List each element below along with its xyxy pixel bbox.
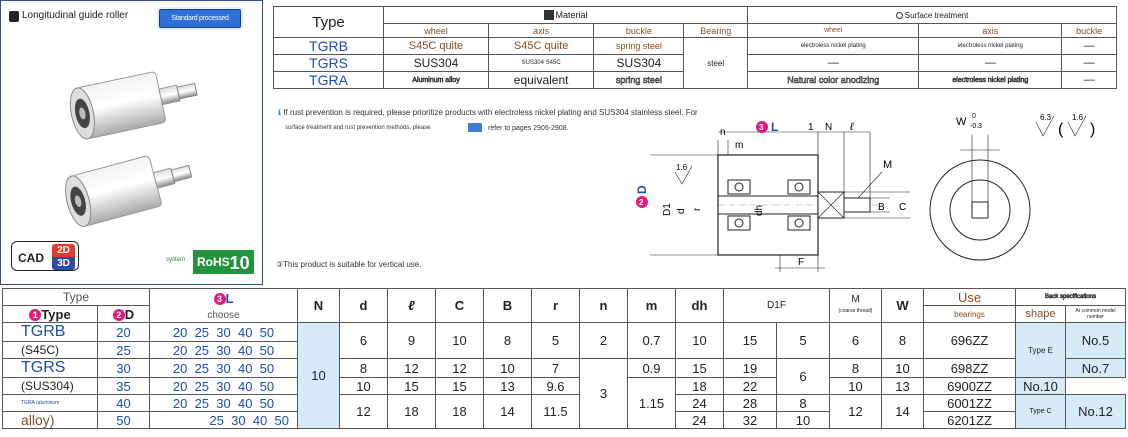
col-B: B — [484, 289, 532, 323]
type-group-header: Type — [3, 289, 150, 306]
bearing-top-left — [728, 180, 750, 194]
m-thread-group-3: 10 — [830, 378, 882, 395]
surf-buckle: — — [1062, 55, 1117, 72]
mat-wheel: Aluminum alloy — [384, 72, 489, 89]
dim-m-label: m — [735, 140, 744, 151]
l-group-4: 18 — [388, 395, 436, 429]
l-group-1: 9 — [388, 323, 436, 359]
type-label: (SUS304) — [3, 378, 98, 395]
mat-col-axis: axis — [488, 24, 593, 38]
system-label: system — [166, 257, 186, 263]
spec-row-20 — [3, 323, 1126, 342]
roughness-2-label: 6.3 — [1040, 113, 1052, 122]
m-thread-group-2: 8 — [830, 359, 882, 378]
dim-w-tol-bottom: -0.3 — [970, 123, 983, 130]
l-values: 25 30 40 50 — [150, 412, 298, 429]
surf-axis: electroless nickel plating — [919, 38, 1062, 55]
d1-group-5: 32 — [724, 412, 777, 429]
r-group-4: 11.5 — [532, 395, 580, 429]
dim-w-label: W — [956, 116, 967, 128]
dim-l-label: L — [771, 120, 779, 134]
material-icon — [544, 10, 554, 20]
surf-axis: — — [919, 55, 1062, 72]
rohs-badge — [193, 250, 254, 274]
surf-wheel: Natural color anodizing — [748, 72, 919, 89]
mat-buckle: spring steel — [594, 38, 684, 55]
l-values: 20 25 30 40 50 — [150, 395, 298, 412]
mat-col-buckle: buckle — [594, 24, 684, 38]
bearing-bottom-left — [728, 216, 750, 230]
m-group-3: 1.15 — [628, 378, 676, 429]
c-group-4: 18 — [436, 395, 484, 429]
dim-1-label: 1 — [808, 122, 814, 133]
surf-axis: electroless nickel plating — [919, 72, 1062, 89]
dh-group-2: 15 — [676, 359, 724, 378]
bearing-group-1: 696ZZ — [924, 323, 1016, 359]
shape-type-e: Type E — [1016, 323, 1066, 378]
dim-d-label: D — [635, 185, 649, 194]
l-group-3: 15 — [388, 378, 436, 395]
d-group-4: 12 — [340, 395, 388, 429]
w-group-2: 10 — [882, 359, 924, 378]
rohs-number: 10 — [229, 252, 250, 273]
paren-right: ) — [1090, 121, 1096, 138]
w-group-3: 13 — [882, 378, 924, 395]
n-group-1: 2 — [580, 323, 628, 359]
shaft-thread — [844, 198, 870, 212]
d-value: 35 — [98, 378, 150, 395]
col-N: N — [298, 289, 340, 323]
spec-row-35 — [3, 378, 1126, 395]
mat-col-bearing: Bearing — [684, 24, 748, 38]
d1-group-3: 22 — [724, 378, 777, 395]
reference-icon[interactable] — [468, 123, 482, 132]
mat-bearing: steel — [684, 38, 748, 89]
d-value: 40 — [98, 395, 150, 412]
shape-subheader: shape — [1016, 306, 1066, 323]
dim-ell-label: ℓ — [850, 121, 854, 133]
n-value: 10 — [298, 323, 340, 429]
spec-row-30 — [3, 359, 1126, 378]
tag-icon — [9, 11, 19, 22]
technical-drawing — [620, 110, 1125, 280]
b-group-1: 8 — [484, 323, 532, 359]
material-header: Material — [384, 7, 748, 24]
surf-col-buckle: buckle — [1062, 24, 1117, 38]
surface-header: Surface treatment — [748, 7, 1117, 24]
d1-group-4: 28 — [724, 395, 777, 412]
d-value: 30 — [98, 359, 150, 378]
product-title: Longitudinal guide roller — [22, 10, 129, 21]
rust-note: ℹ︎ If rust prevention is required, please prioritize products with electroless nickel plating and SUS304 stainless steel. For — [278, 108, 698, 117]
col-m: m — [628, 289, 676, 323]
col-d: d — [340, 289, 388, 323]
bearing-group-2: 698ZZ — [924, 359, 1016, 378]
f-group-4: 10 — [777, 412, 830, 429]
dim-f-label: F — [798, 257, 805, 268]
type-name: TGRB — [274, 38, 384, 55]
d-col-header: 2 D — [98, 306, 150, 323]
dim-b-label: B — [878, 202, 885, 213]
b-group-3: 13 — [484, 378, 532, 395]
shape-type-c: Type C — [1016, 395, 1066, 429]
bearing-group-3: 6900ZZ — [924, 378, 1016, 395]
dh-group-1: 10 — [676, 323, 724, 359]
f-group-1: 5 — [777, 323, 830, 359]
type-material-table — [273, 6, 1117, 89]
cad-2d-label[interactable]: 2D — [52, 244, 75, 257]
d-value: 20 — [98, 323, 150, 342]
type-label: TGRA (aluminum — [3, 395, 98, 412]
back-spec-header: Back specifications — [1016, 289, 1126, 306]
spec-no-10: No.10 — [1016, 378, 1066, 395]
col-M: M (coarse thread) — [830, 289, 882, 323]
mat-wheel: S45C quite — [384, 38, 489, 55]
dim-c-label: C — [899, 202, 907, 213]
dim-r-label: r — [692, 207, 703, 211]
type-col-header: 1 Type — [3, 306, 98, 323]
type-header: Type — [274, 7, 384, 38]
c-group-1: 10 — [436, 323, 484, 359]
dh-group-3: 18 — [676, 378, 724, 395]
l-values: 20 25 30 40 50 — [150, 323, 298, 342]
surf-buckle: — — [1062, 38, 1117, 55]
dim-small-d-label: d — [676, 208, 687, 214]
roller-image-bottom — [56, 141, 206, 231]
spec-no-7: No.7 — [1066, 359, 1126, 378]
col-dh: dh — [676, 289, 724, 323]
dim-l-number: 3 — [759, 123, 764, 132]
product-panel — [0, 0, 263, 285]
type-row-tgrb — [274, 38, 1117, 55]
c-group-3: 15 — [436, 378, 484, 395]
dh-group-4: 24 — [676, 395, 724, 412]
dim-m-thread-label: M — [883, 159, 893, 171]
mat-axis: SUS304 S45C — [488, 55, 593, 72]
end-view-inner — [950, 180, 1010, 240]
cad-3d-label[interactable]: 3D — [52, 257, 75, 270]
mat-axis: S45C quite — [488, 38, 593, 55]
r-group-3: 9.6 — [532, 378, 580, 395]
type-label: TGRS — [3, 359, 98, 378]
d-group-1: 6 — [340, 323, 388, 359]
treatment-note: surface treatment and rust prevention methods, please — [285, 125, 431, 131]
mat-axis: equivalent — [488, 72, 593, 89]
l-group-2: 12 — [388, 359, 436, 378]
type-label: TGRB — [3, 323, 98, 342]
b-group-2: 10 — [484, 359, 532, 378]
bearings-subheader: bearings — [924, 306, 1016, 323]
mat-buckle: SUS304 — [594, 55, 684, 72]
cad-badge[interactable] — [11, 241, 79, 271]
surface-icon — [896, 12, 903, 19]
spec-no-5: No.5 — [1066, 323, 1126, 359]
roughness-3-label: 1.6 — [1072, 113, 1084, 122]
col-D1F: D1F — [724, 289, 830, 323]
m-group-1: 0.7 — [628, 323, 676, 359]
m-thread-group-4: 12 — [830, 395, 882, 429]
c-group-2: 12 — [436, 359, 484, 378]
paren-left: ( — [1058, 121, 1064, 138]
dh-group-5: 24 — [676, 412, 724, 429]
dim-n-cap-label: N — [825, 122, 833, 133]
info-icon: ℹ︎ — [278, 108, 282, 117]
l-values: 20 25 30 40 50 — [150, 342, 298, 359]
shape-note: At common model number — [1066, 306, 1126, 323]
bearing-bottom-right — [788, 216, 810, 230]
surf-col-wheel: wheel — [748, 24, 919, 38]
surf-wheel: electroless nickel plating — [748, 38, 919, 55]
reference-note[interactable]: refer to pages 2906-2908. — [488, 125, 569, 132]
type-name: TGRA — [274, 72, 384, 89]
d1-group-2: 19 — [724, 359, 777, 378]
r-group-1: 5 — [532, 323, 580, 359]
dim-dh-label: dh — [754, 204, 765, 216]
d-value: 50 — [98, 412, 150, 429]
spec-row-40 — [3, 395, 1126, 412]
rohs-text: RoHS — [197, 255, 230, 269]
l-values: 20 25 30 40 50 — [150, 378, 298, 395]
col-l: ℓ — [388, 289, 436, 323]
m-group-2: 0.9 — [628, 359, 676, 378]
bearing-group-5: 6201ZZ — [924, 412, 1016, 429]
roller-image-top — [61, 56, 211, 146]
d-group-3: 10 — [340, 378, 388, 395]
surf-wheel: — — [748, 55, 919, 72]
w-group-4: 14 — [882, 395, 924, 429]
dim-d-number: 2 — [639, 198, 644, 207]
spec-table — [2, 288, 1126, 429]
type-label: alloy) — [3, 412, 98, 429]
roughness-1-label: 1.6 — [676, 163, 688, 172]
dim-n-label: n — [720, 127, 726, 138]
cad-label: CAD — [18, 251, 44, 265]
bearing-group-4: 6001ZZ — [924, 395, 1016, 412]
spec-no-12: No.12 — [1066, 395, 1126, 429]
col-n: n — [580, 289, 628, 323]
f-group-3: 8 — [777, 395, 830, 412]
mat-col-wheel: wheel — [384, 24, 489, 38]
vertical-use-note: ③This product is suitable for vertical use. — [276, 260, 422, 269]
f-group-2: 6 — [777, 359, 830, 395]
d-group-2: 8 — [340, 359, 388, 378]
col-r: r — [532, 289, 580, 323]
mat-buckle: spring steel — [594, 72, 684, 89]
bearing-top-right — [788, 180, 810, 194]
dim-d1-label: D1 — [662, 203, 673, 216]
w-group-1: 8 — [882, 323, 924, 359]
mat-wheel: SUS304 — [384, 55, 489, 72]
l-values: 20 25 30 40 50 — [150, 359, 298, 378]
l-choose-header: 3 L choose — [150, 289, 298, 323]
standard-badge: Standard processed products — [159, 9, 241, 28]
type-name: TGRS — [274, 55, 384, 72]
col-W: W — [882, 289, 924, 323]
col-use: Use — [924, 289, 1016, 306]
b-group-4: 14 — [484, 395, 532, 429]
surf-col-axis: axis — [919, 24, 1062, 38]
r-group-2: 7 — [532, 359, 580, 378]
surf-buckle: — — [1062, 72, 1117, 89]
dim-w-tol-top: 0 — [972, 113, 976, 120]
col-C: C — [436, 289, 484, 323]
d-value: 25 — [98, 342, 150, 359]
type-label: (S45C) — [3, 342, 98, 359]
m-thread-group-1: 6 — [830, 323, 882, 359]
n-group-2: 3 — [580, 359, 628, 429]
d1-group-1: 15 — [724, 323, 777, 359]
